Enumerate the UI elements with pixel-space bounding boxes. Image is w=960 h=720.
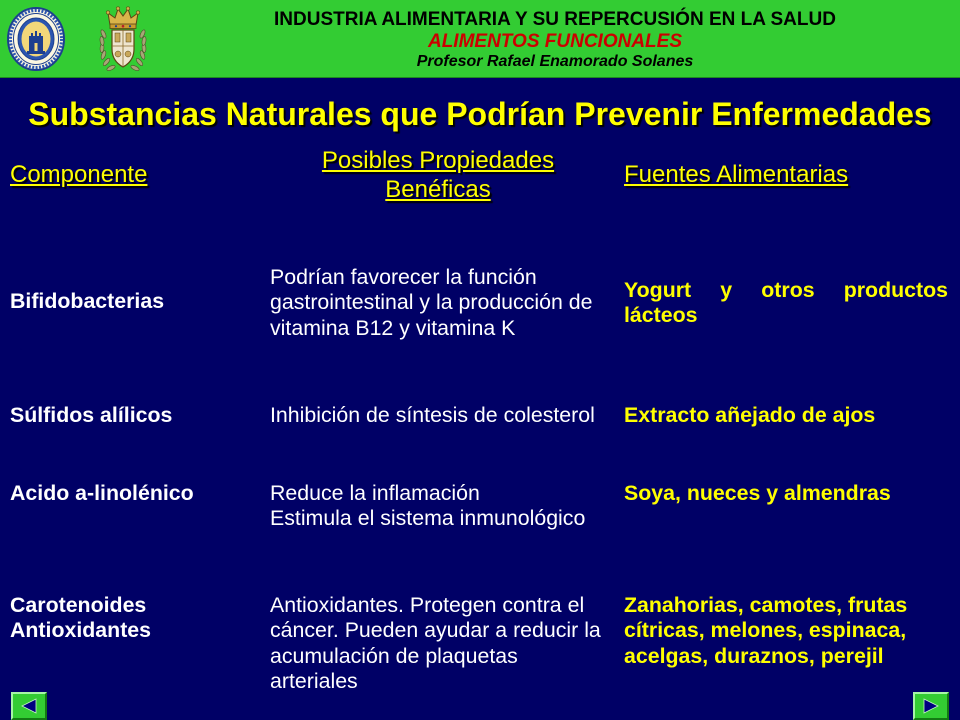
properties-line: Inhibición de síntesis de colesterol (270, 402, 595, 427)
component-cell (10, 403, 172, 429)
column-header-properties (290, 146, 586, 204)
sources-line: acelgas, duraznos, perejil (624, 643, 884, 668)
properties-line: gastrointestinal y la producción de (270, 290, 593, 314)
sources-cell (624, 481, 948, 507)
component-name: Acido a-linolénico (10, 480, 194, 505)
component-name: Carotenoides (10, 592, 147, 617)
properties-line: Reduce la inflamación (270, 480, 480, 505)
properties-cell (270, 593, 601, 695)
sources-line: Zanahorias, camotes, frutas (624, 592, 908, 617)
next-slide-button[interactable] (913, 692, 949, 720)
sources-line: Yogurt y otros productos (624, 277, 948, 302)
column-header-component-label: Componente (10, 161, 148, 188)
properties-line: Estimula el sistema inmunológico (270, 506, 586, 530)
properties-line: vitamina B12 y vitamina K (270, 315, 516, 340)
right-arrow-icon (921, 698, 941, 714)
column-header-sources (624, 160, 848, 189)
header-band (0, 0, 960, 78)
component-name: Súlfidos alílicos (10, 402, 173, 427)
slide-title: Substancias Naturales que Podrían Prevenir Enfermedades (28, 96, 932, 132)
course-title: INDUSTRIA ALIMENTARIA Y SU REPERCUSIÓN EN LA SALUD (274, 9, 836, 30)
header-text (160, 9, 950, 72)
university-seal-icon (6, 6, 66, 72)
properties-cell (270, 481, 585, 532)
properties-line: acumulación de plaquetas (270, 643, 518, 668)
previous-slide-button[interactable] (11, 692, 47, 720)
left-arrow-icon (19, 698, 39, 714)
sources-cell (624, 593, 948, 670)
properties-cell (270, 403, 595, 429)
component-cell (10, 593, 151, 644)
sources-cell (624, 403, 948, 429)
properties-line: Podrían favorecer la función (270, 264, 537, 289)
component-name: Antioxidantes (10, 618, 152, 642)
sources-line: Soya, nueces y almendras (624, 480, 891, 505)
component-name: Bifidobacterias (10, 288, 165, 313)
column-header-properties-line: Benéficas (385, 176, 491, 203)
column-header-sources-label: Fuentes Alimentarias (624, 161, 849, 188)
sources-line: Extracto añejado de ajos (624, 402, 876, 427)
properties-line: arteriales (270, 669, 358, 693)
topic-title: ALIMENTOS FUNCIONALES (427, 31, 683, 52)
properties-line: cáncer. Pueden ayudar a reducir la (270, 618, 601, 642)
component-cell (10, 289, 164, 315)
sources-line: lácteos (624, 303, 698, 327)
properties-cell (270, 265, 592, 342)
properties-line: Antioxidantes. Protegen contra el (270, 592, 585, 617)
column-header-component (10, 160, 147, 189)
professor-name: Profesor Rafael Enamorado Solanes (416, 53, 694, 70)
column-header-properties-line: Posibles Propiedades (321, 147, 555, 174)
sources-line: cítricas, melones, espinaca, (624, 618, 907, 642)
sources-cell (624, 278, 948, 329)
coat-of-arms-icon (88, 4, 158, 76)
component-cell (10, 481, 194, 507)
